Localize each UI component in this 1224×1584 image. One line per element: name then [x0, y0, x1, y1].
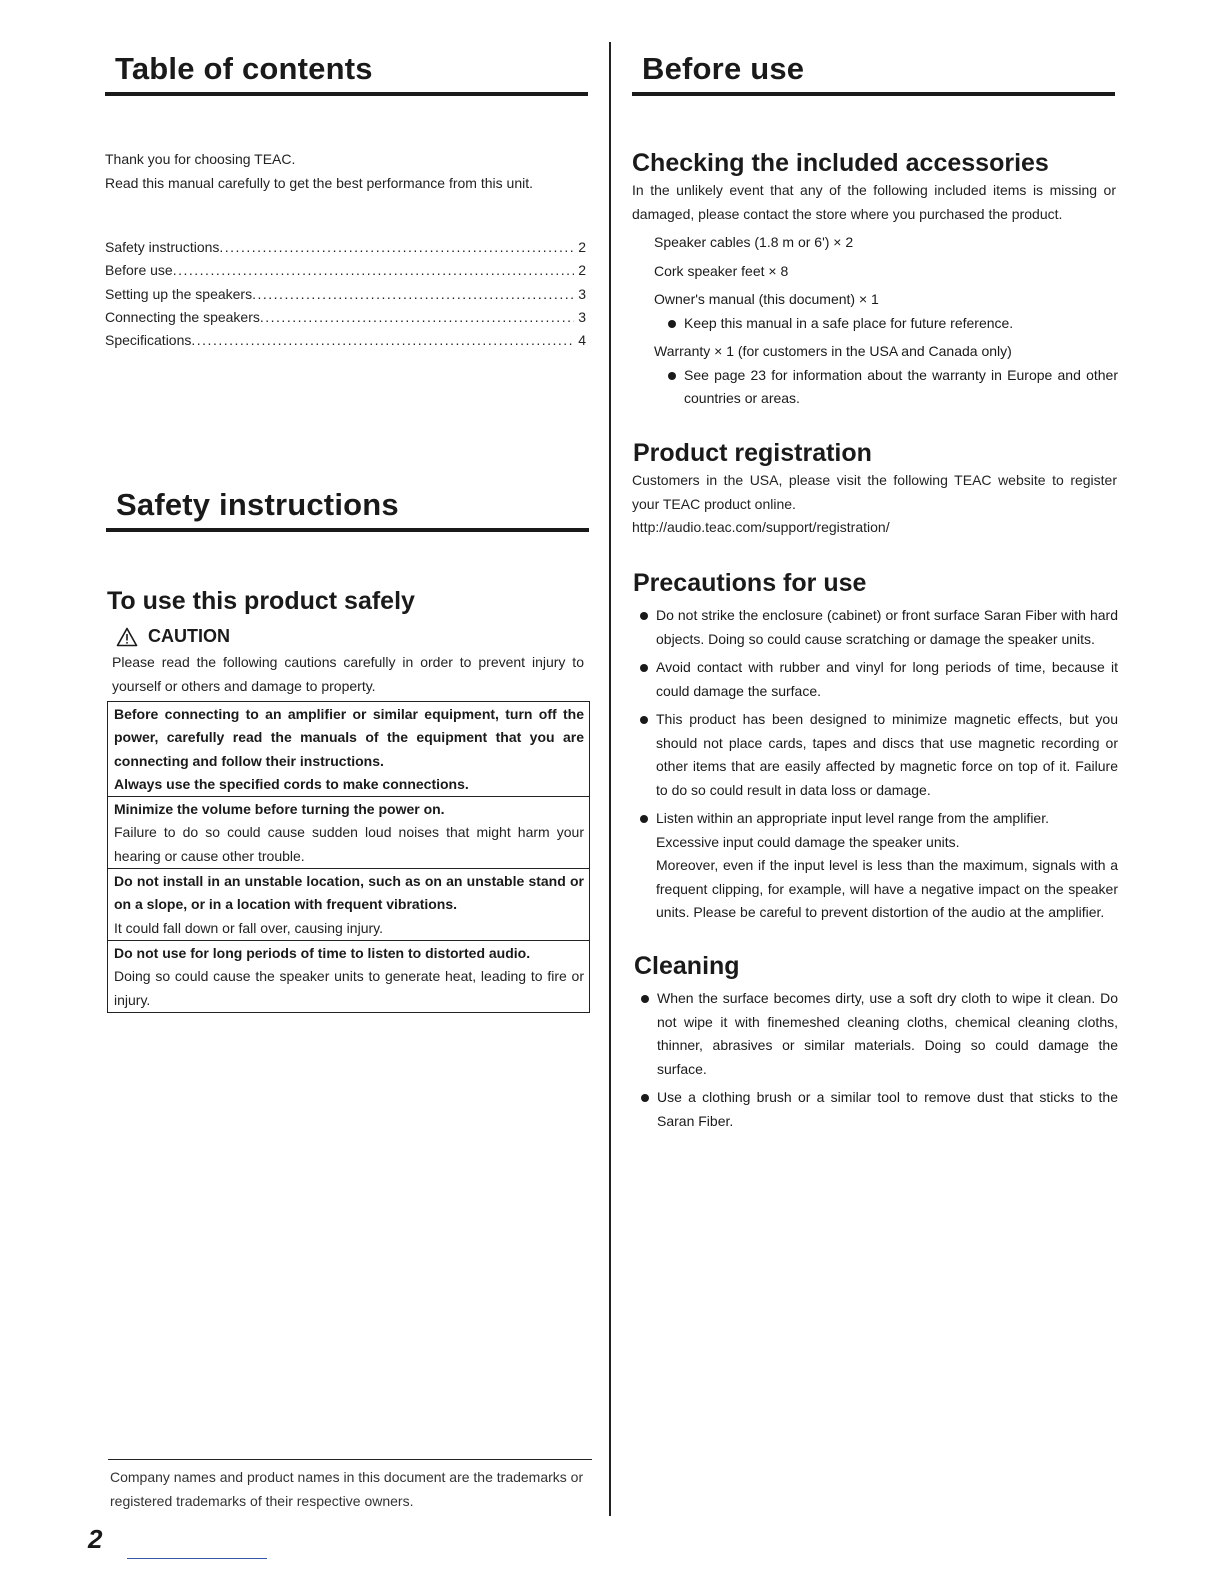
bullet-icon — [632, 708, 656, 802]
safety-item-heading: Do not use for long periods of time to listen to distorted audio. — [114, 944, 531, 961]
precautions-list — [632, 604, 1118, 930]
precaution-text — [656, 807, 1118, 925]
precaution-item — [632, 604, 1118, 651]
accessory-note-text: Keep this manual in a safe place for future reference. — [684, 314, 1014, 331]
safety-item-text: It could fall down or fall over, causing injury. — [114, 919, 383, 936]
precaution-line: Excessive input could damage the speaker units. — [656, 833, 960, 850]
precaution-text: This product has been designed to minimize magnetic effects, but you should not place cards, tapes and discs that use magnetic recording or other items that are easily affected by magnetic force on top of it. Failure to do so could result in data loss or damage. — [656, 711, 1118, 798]
safety-item-text: Doing so could cause the speaker units to generate heat, leading to fire or injury. — [114, 968, 584, 1008]
toc-entry[interactable] — [105, 259, 586, 282]
warning-triangle-icon — [116, 627, 138, 647]
warranty-note — [632, 364, 1118, 411]
cleaning-item — [633, 987, 1118, 1081]
intro-line-2: Read this manual carefully to get the best performance from this unit. — [105, 174, 533, 191]
safety-item-heading-2: Always use the specified cords to make connections. — [114, 775, 469, 792]
toc-leader — [252, 283, 574, 306]
bullet-icon — [660, 312, 684, 336]
cleaning-text: Use a clothing brush or a similar tool to remove dust that sticks to the Saran Fiber. — [657, 1089, 1118, 1129]
accessory-item: Warranty × 1 (for customers in the USA and Canada only) — [654, 343, 1012, 359]
bullet-icon — [632, 604, 656, 651]
toc-page: 3 — [578, 308, 586, 325]
toc-leader — [219, 236, 574, 259]
registration-url[interactable]: http://audio.teac.com/support/registration/ — [632, 519, 890, 535]
cleaning-item — [633, 1086, 1118, 1133]
caution-label — [116, 626, 230, 647]
column-divider — [609, 42, 611, 1516]
registration-heading: Product registration — [633, 439, 872, 467]
safety-item — [108, 941, 589, 1012]
toc-label: Before use — [105, 262, 173, 279]
cleaning-list — [633, 987, 1118, 1138]
accessory-item: Speaker cables (1.8 m or 6') × 2 — [654, 234, 854, 250]
accessories-intro: In the unlikely event that any of the following included items is missing or damaged, please contact the store where you purchased the product. — [632, 182, 1116, 222]
safety-item-heading: Do not install in an unstable location, such as on an unstable stand or on a slope, or in a location with frequent vibrations. — [114, 873, 584, 913]
toc-leader — [191, 329, 574, 352]
safety-item — [108, 869, 589, 941]
page-number: 2 — [88, 1524, 103, 1554]
safety-box — [107, 701, 590, 1013]
bottom-rule — [127, 1558, 267, 1559]
bullet-icon — [632, 656, 656, 703]
safety-item-text: Failure to do so could cause sudden loud noises that might harm your hearing or cause other trouble. — [114, 824, 584, 864]
toc-leader — [260, 306, 574, 329]
footer-rule — [108, 1459, 592, 1460]
toc-label: Specifications — [105, 332, 192, 349]
accessories-list — [632, 231, 1118, 411]
bullet-icon — [660, 364, 684, 411]
accessory-item: Cork speaker feet × 8 — [654, 262, 789, 279]
accessory-note — [632, 312, 1118, 336]
caution-text: CAUTION — [148, 626, 230, 646]
intro-line-1: Thank you for choosing TEAC. — [105, 151, 296, 167]
cleaning-heading: Cleaning — [634, 952, 740, 980]
toc-label: Safety instructions — [105, 239, 220, 255]
toc-entry[interactable] — [105, 283, 586, 306]
toc-entry[interactable] — [105, 236, 586, 259]
registration-text: Customers in the USA, please visit the following TEAC website to register your TEAC product online. — [632, 472, 1117, 512]
bullet-icon — [633, 987, 657, 1081]
toc-page: 2 — [578, 239, 586, 255]
bullet-icon — [633, 1086, 657, 1133]
toc-label: Connecting the speakers — [105, 308, 260, 325]
footer-note: Company names and product names in this document are the trademarks or registered trademarks of their respective owners. — [110, 1469, 584, 1509]
toc-leader — [173, 259, 574, 282]
warranty-note-text: See page 23 for information about the warranty in Europe and other countries or areas. — [684, 366, 1118, 406]
accessory-item: Owner's manual (this document) × 1 — [654, 291, 879, 307]
intro-text — [105, 148, 590, 195]
toc-label: Setting up the speakers — [105, 285, 253, 302]
before-use-heading: Before use — [632, 52, 1115, 96]
toc-page: 3 — [578, 285, 586, 302]
cleaning-text: When the surface becomes dirty, use a soft dry cloth to wipe it clean. Do not wipe it with finemeshed cleaning cloths, chemical cleaning cloths, thinner, abrasives or similar materials. Doing so could damage the surface. — [657, 990, 1118, 1077]
safety-item — [108, 797, 589, 869]
precaution-item — [632, 708, 1118, 802]
precaution-line: Moreover, even if the input level is less than the maximum, signals with a frequent clipping, for example, will have a negative impact on the speaker units. Please be careful to prevent distortion of the audio at the amplifier. — [656, 857, 1118, 920]
caution-intro: Please read the following cautions carefully in order to prevent injury to yourself or others and damage to property. — [112, 654, 584, 694]
safety-item — [108, 702, 589, 797]
accessories-heading: Checking the included accessories — [632, 149, 1049, 177]
precaution-line: Listen within an appropriate input level range from the amplifier. — [656, 810, 1049, 826]
precaution-item — [632, 807, 1118, 925]
precaution-text: Avoid contact with rubber and vinyl for long periods of time, because it could damage the surface. — [656, 659, 1118, 699]
toc-entry[interactable] — [105, 306, 586, 329]
safety-heading: Safety instructions — [106, 488, 589, 532]
safety-item-heading: Before connecting to an amplifier or similar equipment, turn off the power, carefully read the manuals of the equipment that you are connecting and follow their instructions. — [114, 706, 584, 769]
toc-entry[interactable] — [105, 329, 586, 352]
precaution-item — [632, 656, 1118, 703]
safe-use-heading: To use this product safely — [107, 587, 415, 615]
safety-item-heading: Minimize the volume before turning the power on. — [114, 801, 445, 818]
toc-heading: Table of contents — [105, 52, 588, 96]
precaution-text: Do not strike the enclosure (cabinet) or front surface Saran Fiber with hard objects. Doing so could cause scratching or damage the speaker units. — [656, 607, 1118, 647]
toc-page: 4 — [578, 332, 586, 349]
toc-list — [105, 236, 586, 352]
toc-page: 2 — [578, 262, 586, 279]
bullet-icon — [632, 807, 656, 925]
precautions-heading: Precautions for use — [633, 569, 867, 597]
